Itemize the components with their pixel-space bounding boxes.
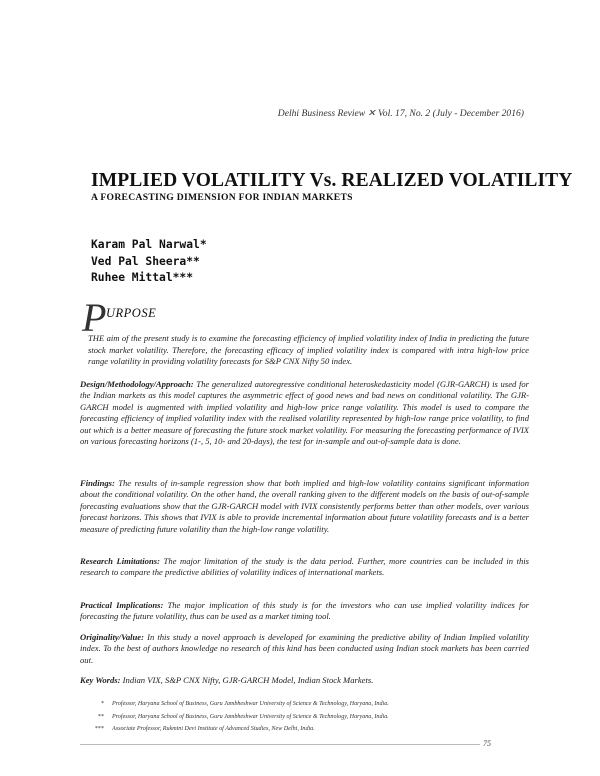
section-implications-heading: Practical Implications: [80,600,164,610]
paper-subtitle: A FORECASTING DIMENSION FOR INDIAN MARKETS [91,192,353,203]
keywords-heading: Key Words: [80,675,121,685]
footnote-mark: * [100,701,104,707]
section-limitations [80,556,529,579]
section-originality [80,632,529,666]
keywords [80,675,529,685]
paper-title: IMPLIED VOLATILITY Vs. REALIZED VOLATILITY [91,170,573,191]
keywords-text: Indian VIX, S&P CNX Nifty, GJR-GARCH Model, Indian Stock Markets. [120,675,374,685]
section-design-text: The generalized autoregressive conditional heteroskedasticity model (GJR-GARCH) is used for the Indian markets as this model captures the asymmetric effect of good news and bad news on conditional volatility. The GJR-GARCH model is augmented with implied volatility and high-low price range volatility. This model is used to compare the forecasting efficiency of implied volatility index with the realised volatility represented by high-low range price volatility, to find out which is a better measure of forecasting the future stock market volatility. For measuring the forecasting performance of IVIX on various forecasting horizons (1-, 5, 10- and 20-days), the test for in-sample and out-of-sample data is done. [80,379,529,447]
section-implications [80,600,529,623]
section-limitations-heading: Research Limitations: [80,556,160,566]
section-findings [80,478,529,535]
author-2: Ved Pal Sheera** [91,254,200,268]
section-findings-heading: Findings: [80,478,115,488]
purpose-text [86,322,529,368]
section-limitations-text: The major limitation of the study is the data period. Further, more countries can be included in this research to compare the predictive abilities of volatility indices of international markets. [80,556,529,578]
page-number: 75 [483,739,491,748]
journal-header: Delhi Business Review ✕ Vol. 17, No. 2 (July - December 2016) [277,108,524,119]
section-implications-text: The major implication of this study is for the investors who can use implied volatility indices for forecasting the future volatility, thus can be used as a market timing tool. [80,600,529,622]
purpose-heading: URPOSE [106,306,157,320]
purpose-body: THE aim of the present study is to examine the forecasting efficiency of implied volatility index of India in predicting the future stock market volatility. Therefore, the forecasting efficacy of implied volatility index is compared with intra high-low price range volatility in providing volatility forecasts for S&P CNX Nifty 50 index. [88,333,529,367]
footnote-2 [80,711,540,724]
section-findings-text: The results of in-sample regression show that both implied and high-low volatility contains significant information about the conditional volatility. On the other hand, the overall ranking given to the different models on the basis of out-of-sample forecasting evaluations show that the GJR-GARCH model with IVIX consistently performs better than other models, over various forecast horizons. This shows that IVIX is able to provide incremental information about future volatility forecasts and is a better measure of predicting future volatility than the high-low range volatility. [80,478,529,534]
footnote-mark: ** [97,713,104,720]
footnote-text: Professor, Haryana School of Business, Guru Jambheshwar University of Science & Technology, Haryana, India. [112,713,389,720]
section-originality-text: In this study a novel approach is developed for examining the predictive ability of Indian Implied volatility index. To the best of authors knowledge no research of this kind has been conducted using Indian stock markets has been carried out. [80,632,529,665]
author-list [91,237,207,287]
section-originality-heading: Originality/Value: [80,632,144,642]
footer-rule [80,744,480,745]
footnote-mark: *** [94,726,104,732]
author-3: Ruhee Mittal*** [91,271,194,284]
footnote-3 [80,723,540,736]
section-design [80,379,529,447]
section-design-heading: Design/Methodology/Approach: [80,379,194,389]
footnote-1 [80,698,540,711]
footnotes [80,698,540,736]
purpose-dropcap: P [82,295,107,340]
footnote-text: Professor, Haryana School of Business, Guru Jambheshwar University of Science & Technology, Haryana, India. [112,701,389,707]
footnote-text: Associate Professor, Rukmini Devi Institute of Advanced Studies, New Delhi, India. [112,726,315,732]
author-1: Karam Pal Narwal* [91,238,207,251]
